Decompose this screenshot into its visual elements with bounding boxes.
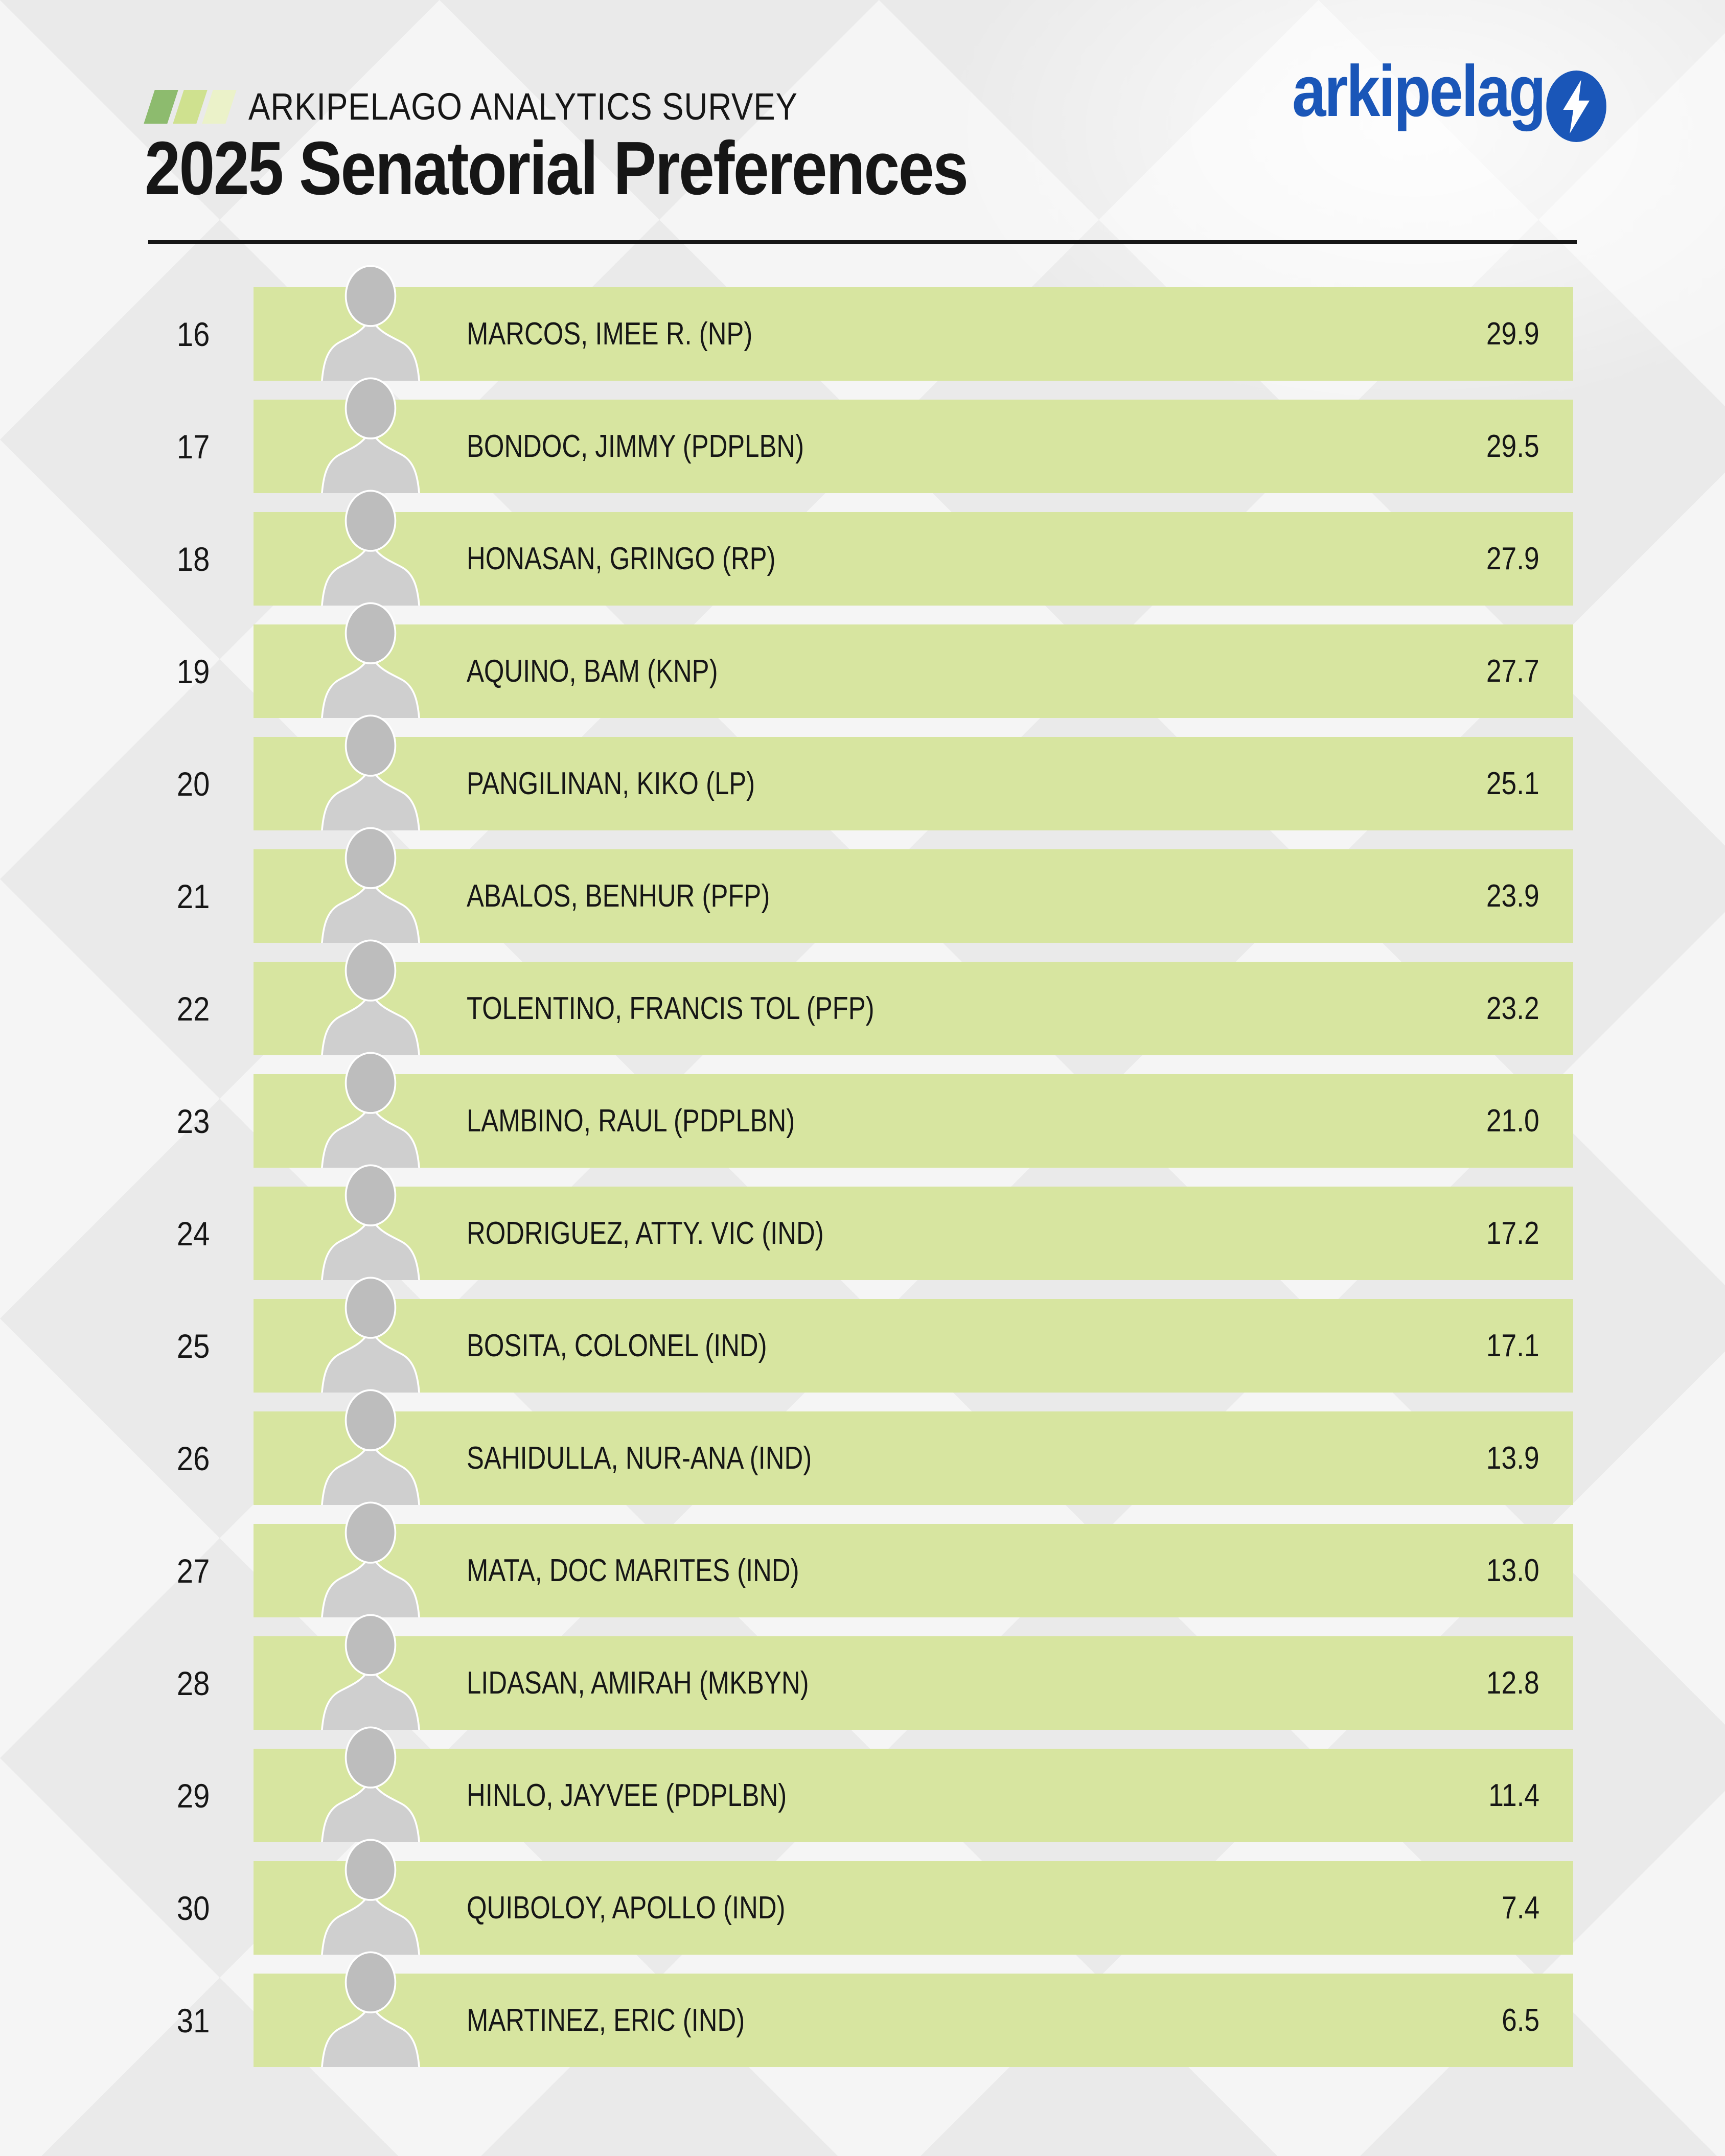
result-bar <box>254 287 1573 381</box>
candidate-name: LIDASAN, AMIRAH (MKBYN) <box>467 1665 809 1701</box>
rank-label: 17 <box>176 427 210 466</box>
result-bar <box>254 1411 1573 1505</box>
preference-value: 27.7 <box>1486 653 1539 689</box>
candidate-name: ABALOS, BENHUR (PFP) <box>467 878 770 914</box>
result-bar <box>254 512 1573 606</box>
candidate-row <box>0 1299 1725 1393</box>
result-bar <box>254 1299 1573 1393</box>
candidate-photo <box>317 1838 424 1955</box>
candidate-name: QUIBOLOY, APOLLO (IND) <box>467 1890 786 1926</box>
candidate-name: SAHIDULLA, NUR-ANA (IND) <box>467 1440 812 1476</box>
candidate-photo <box>317 601 424 718</box>
preference-value: 13.0 <box>1486 1552 1539 1588</box>
result-bar <box>254 1636 1573 1730</box>
rank-label: 16 <box>176 315 210 353</box>
candidate-name: TOLENTINO, FRANCIS TOL (PFP) <box>467 990 875 1026</box>
candidate-name: BOSITA, COLONEL (IND) <box>467 1328 767 1363</box>
candidate-name: MARTINEZ, ERIC (IND) <box>467 2002 745 2038</box>
result-bar <box>254 400 1573 493</box>
result-bar <box>254 849 1573 943</box>
candidate-photo <box>317 377 424 493</box>
candidate-photo <box>317 1951 424 2067</box>
candidate-row <box>0 1974 1725 2067</box>
rank-label: 19 <box>176 652 210 690</box>
preference-value: 17.1 <box>1486 1328 1539 1363</box>
preference-value: 17.2 <box>1486 1215 1539 1251</box>
survey-label: ARKIPELAGO ANALYTICS SURVEY <box>248 85 798 128</box>
header-divider <box>148 240 1577 244</box>
candidate-row <box>0 1411 1725 1505</box>
candidate-row <box>0 1187 1725 1280</box>
rank-label: 27 <box>176 1551 210 1590</box>
page-title: 2025 Senatorial Preferences <box>145 126 968 211</box>
candidate-name: AQUINO, BAM (KNP) <box>467 653 718 689</box>
result-bar <box>254 737 1573 830</box>
preference-value: 6.5 <box>1501 2002 1539 2038</box>
candidate-photo <box>317 1613 424 1730</box>
candidate-name: MATA, DOC MARITES (IND) <box>467 1552 799 1588</box>
candidate-row <box>0 1861 1725 1955</box>
candidate-photo <box>317 264 424 381</box>
preference-value: 29.9 <box>1486 316 1539 352</box>
rank-label: 25 <box>176 1327 210 1365</box>
rank-label: 24 <box>176 1214 210 1253</box>
candidate-row <box>0 400 1725 493</box>
candidate-row <box>0 962 1725 1055</box>
candidate-name: PANGILINAN, KIKO (LP) <box>467 766 755 801</box>
candidate-row <box>0 624 1725 718</box>
result-bar <box>254 1861 1573 1955</box>
candidate-photo <box>317 714 424 830</box>
candidate-name: HINLO, JAYVEE (PDPLBN) <box>467 1777 787 1813</box>
header <box>149 85 887 128</box>
rank-label: 29 <box>176 1776 210 1815</box>
preference-value: 25.1 <box>1486 766 1539 801</box>
candidate-row <box>0 849 1725 943</box>
preference-value: 12.8 <box>1486 1665 1539 1701</box>
preference-value: 21.0 <box>1486 1103 1539 1139</box>
result-bar <box>254 1749 1573 1842</box>
result-bar <box>254 1524 1573 1617</box>
preference-value: 11.4 <box>1488 1777 1539 1813</box>
arkipelago-logo <box>1292 51 1606 142</box>
logo-wordmark: arkipelag <box>1292 51 1545 132</box>
candidate-photo <box>317 1164 424 1280</box>
stripe-dark-green <box>144 90 178 124</box>
rank-label: 31 <box>176 2001 210 2039</box>
preference-value: 23.2 <box>1486 990 1539 1026</box>
result-bar <box>254 1187 1573 1280</box>
candidate-name: LAMBINO, RAUL (PDPLBN) <box>467 1103 795 1139</box>
rank-label: 26 <box>176 1439 210 1477</box>
candidate-photo <box>317 1388 424 1505</box>
result-bar <box>254 1074 1573 1168</box>
candidate-photo <box>317 1501 424 1617</box>
candidate-row <box>0 1636 1725 1730</box>
rank-label: 20 <box>176 764 210 803</box>
preference-value: 27.9 <box>1486 541 1539 576</box>
preference-value: 7.4 <box>1501 1890 1539 1926</box>
candidate-photo <box>317 939 424 1055</box>
rank-label: 30 <box>176 1889 210 1927</box>
rank-label: 22 <box>176 989 210 1028</box>
preference-value: 23.9 <box>1486 878 1539 914</box>
candidate-row <box>0 512 1725 606</box>
candidate-photo <box>317 826 424 943</box>
result-bar <box>254 624 1573 718</box>
candidate-photo <box>317 1276 424 1393</box>
rank-label: 23 <box>176 1102 210 1140</box>
stripe-light-green <box>202 90 236 124</box>
candidate-name: MARCOS, IMEE R. (NP) <box>467 316 753 352</box>
candidate-row <box>0 287 1725 381</box>
lightning-circle-o-icon <box>1546 71 1606 142</box>
stripes-icon <box>149 90 231 124</box>
candidate-photo <box>317 1726 424 1842</box>
candidate-row <box>0 1524 1725 1617</box>
candidate-name: HONASAN, GRINGO (RP) <box>467 541 776 576</box>
stripe-mid-green <box>173 90 207 124</box>
result-bar <box>254 1974 1573 2067</box>
result-bar <box>254 962 1573 1055</box>
candidate-row <box>0 1074 1725 1168</box>
rank-label: 28 <box>176 1664 210 1702</box>
rank-label: 18 <box>176 540 210 578</box>
candidate-photo <box>317 489 424 606</box>
candidate-row <box>0 1749 1725 1842</box>
preference-value: 29.5 <box>1486 428 1539 464</box>
candidate-name: BONDOC, JIMMY (PDPLBN) <box>467 428 804 464</box>
candidate-row <box>0 737 1725 830</box>
candidate-photo <box>317 1051 424 1168</box>
candidate-name: RODRIGUEZ, ATTY. VIC (IND) <box>467 1215 824 1251</box>
rank-label: 21 <box>176 877 210 915</box>
preference-value: 13.9 <box>1486 1440 1539 1476</box>
ranking-list <box>0 287 1725 2086</box>
